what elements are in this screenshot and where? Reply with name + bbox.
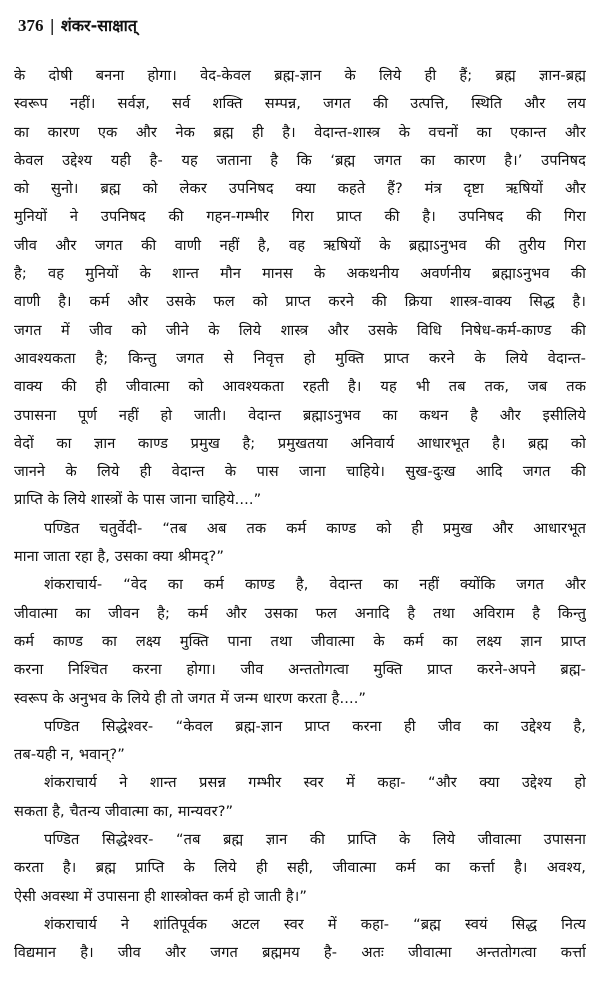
text-line: प्राप्ति के लिये शास्त्रों के पास जाना चाहिये....” <box>14 491 262 509</box>
text-line: जीवात्मा का जीवन है; कर्म और उसका फल अनादि है तथा अविराम है किन्तु <box>14 604 586 622</box>
text-line: करता है। ब्रह्म प्राप्ति के लिये ही सही, जीवात्मा कर्म का कर्त्ता है। अवश्य, <box>14 859 586 877</box>
running-title: शंकर-साक्षात् <box>60 16 137 35</box>
text-line: पण्डित चतुर्वेदी- “तब अब तक कर्म काण्ड को ही प्रमुख और आधारभूत <box>44 519 586 537</box>
text-line: स्वरूप नहीं। सर्वज्ञ, सर्व शक्ति सम्पन्न, जगत की उत्पत्ति, स्थिति और लय <box>14 95 586 113</box>
text-line: उपासना पूर्ण नहीं हो जाती। वेदान्त ब्रह्माऽनुभव का कथन है और इसीलिये <box>14 406 586 424</box>
text-line: केवल उद्देश्य यही है- यह जताना है कि ‘ब्रह्म जगत का कारण है।’ उपनिषद <box>14 151 586 169</box>
text-line: ऐसी अवस्था में उपासना ही शास्त्रोक्त कर्म हो जाती है।” <box>14 887 308 905</box>
text-line: माना जाता रहा है, उसका क्या श्रीमद्?” <box>14 548 225 566</box>
text-line: विद्यमान है। जीव और जगत ब्रह्ममय है- अतः जीवात्मा अन्ततोगत्वा कर्त्ता <box>14 944 586 962</box>
text-line: जीव और जगत की वाणी नहीं है, वह ऋषियों के ब्रह्माऽनुभव की तुरीय गिरा <box>14 236 586 254</box>
text-line: शंकराचार्य- “वेद का कर्म काण्ड है, वेदान्त का नहीं क्योंकि जगत और <box>44 576 586 594</box>
page-number: 376 <box>18 16 44 35</box>
running-header <box>18 14 586 50</box>
text-line: स्वरूप के अनुभव के लिये ही तो जगत में जन्म धारण करता है....” <box>14 689 367 707</box>
text-line: सकता है, चैतन्य जीवात्मा का, मान्यवर?” <box>14 802 234 820</box>
header-separator: | <box>49 16 55 35</box>
text-line: पण्डित सिद्धेश्वर- “केवल ब्रह्म-ज्ञान प्राप्त करना ही जीव का उद्देश्य है, <box>44 717 586 735</box>
text-line: जगत में जीव को जीने के लिये शास्त्र और उसके विधि निषेध-कर्म-काण्ड की <box>14 321 586 339</box>
text-line: वाक्य की ही जीवात्मा को आवश्यकता रहती है। यह भी तब तक, जब तक <box>14 378 586 396</box>
text-line: मुनियों ने उपनिषद की गहन-गम्भीर गिरा प्राप्त की है। उपनिषद की गिरा <box>14 208 586 226</box>
text-line: शंकराचार्य ने शान्त प्रसन्न गम्भीर स्वर में कहा- “और क्या उद्देश्य हो <box>44 774 586 792</box>
text-line: आवश्यकता है; किन्तु जगत से निवृत्त हो मुक्ति प्राप्त करने के लिये वेदान्त- <box>14 349 586 367</box>
text-line: है; वह मुनियों के शान्त मौन मानस के अकथनीय अवर्णनीय ब्रह्माऽनुभव की <box>14 265 586 283</box>
text-line: का कारण एक और नेक ब्रह्म ही है। वेदान्त-शास्त्र के वचनों का एकान्त और <box>14 123 586 141</box>
text-line: जानने के लिये ही वेदान्त के पास जाना चाहिये। सुख-दुःख आदि जगत की <box>14 463 586 481</box>
text-line: पण्डित सिद्धेश्वर- “तब ब्रह्म ज्ञान की प्राप्ति के लिये जीवात्मा उपासना <box>44 831 586 849</box>
text-line: वेदों का ज्ञान काण्ड प्रमुख है; प्रमुखतया अनिवार्य आधारभूत है। ब्रह्म को <box>14 434 586 452</box>
text-line: के दोषी बनना होगा। वेद-केवल ब्रह्म-ज्ञान के लिये ही हैं; ब्रह्म ज्ञान-ब्रह्म <box>14 67 586 84</box>
text-line: को सुनो। ब्रह्म को लेकर उपनिषद क्या कहते हैं? मंत्र दृष्टा ऋषियों और <box>14 180 586 198</box>
text-line: शंकराचार्य ने शांतिपूर्वक अटल स्वर में कहा- “ब्रह्म स्वयं सिद्ध नित्य <box>44 915 586 933</box>
text-line: कर्म काण्ड का लक्ष्य मुक्ति पाना तथा जीवात्मा के कर्म का लक्ष्य ज्ञान प्राप्त <box>14 632 586 650</box>
text-line: करना निश्चित करना होगा। जीव अन्ततोगत्वा मुक्ति प्राप्त करने-अपने ब्रह्म- <box>14 661 586 679</box>
body-text <box>14 62 586 968</box>
text-line: वाणी है। कर्म और उसके फल को प्राप्त करने की क्रिया शास्त्र-वाक्य सिद्ध है। <box>14 293 586 311</box>
text-line: तब-यही न, भवान्?” <box>14 746 125 764</box>
